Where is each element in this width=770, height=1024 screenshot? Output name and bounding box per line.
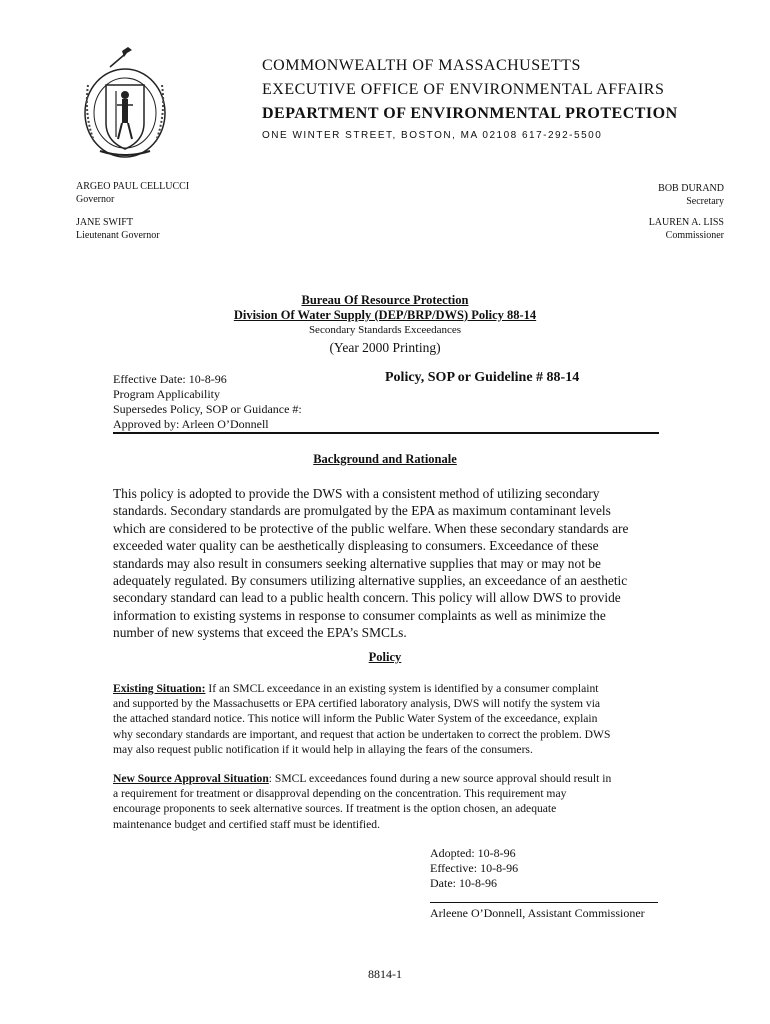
paragraph-line: maintenance budget and certified staff must be identified. [113,817,380,831]
paragraph-line: exceeded water quality can be aesthetically displeasing to consumers. Exceedance of these [113,538,599,554]
paragraph-line: secondary standard can lead to a public health concern. This policy will allow DWS to provide [113,590,621,606]
paragraph-line: and supported by the Massachusetts or EPA certified laboratory analysis, DWS will notify the system via [113,697,601,711]
page-number: 8814-1 [368,967,402,981]
signature-line [430,902,658,903]
paragraph-line: the attached standard notice. This notice will inform the Public Water System of the exceedance, explain [113,712,598,726]
official-name: JANE SWIFT [76,217,133,228]
new-source-label: New Source Approval Situation [113,772,269,785]
background-paragraph [113,485,661,642]
signature-block [430,846,518,892]
official-lieutenant-governor [76,216,160,242]
policy-heading: Policy [368,650,402,664]
paragraph-line [113,681,661,696]
adopted-date: Adopted: 10-8-96 [430,846,516,860]
paragraph-line: which are considered to be protective of the public welfare. When these secondary standards are [113,520,629,536]
letterhead-line1: COMMONWEALTH OF MASSACHUSETTS [262,57,581,74]
existing-situation-label: Existing Situation: [113,682,206,695]
bureau-title: Bureau Of Resource Protection [301,293,469,307]
paragraph-line: number of new systems that exceed the EPA’s SMCLs. [113,625,407,641]
program-applicability: Program Applicability [113,387,220,401]
section-divider [113,432,659,434]
existing-situation-text: If an SMCL exceedance in an existing system is identified by a consumer complaint [205,682,599,695]
paragraph-line: may also request public notification if it would help in allaying the fears of the consumers. [113,742,533,756]
paragraph-line: standards. Secondary standards are promulgated by the EPA as maximum contaminant levels [113,503,611,519]
official-title: Lieutenant Governor [76,230,160,241]
official-name: ARGEO PAUL CELLUCCI [76,181,190,192]
effective-date: Effective Date: 10-8-96 [113,372,227,386]
official-name: LAUREN A. LISS [648,217,724,228]
signer-name: Arleene O’Donnell, Assistant Commissioner [430,906,645,920]
background-heading: Background and Rationale [313,452,457,466]
massachusetts-seal [80,45,170,160]
official-commissioner [649,216,724,242]
approved-by: Approved by: Arleen O’Donnell [113,417,269,431]
subject-title: Secondary Standards Exceedances [308,324,462,336]
official-secretary [658,182,724,208]
printing-note: (Year 2000 Printing) [329,340,441,355]
paragraph-line: adequately regulated. By consumers utilizing alternative supplies, an exceedance of an aesthetic [113,573,628,589]
existing-situation-paragraph [113,681,661,757]
paragraph-line: information to existing systems in response to consumer complaints as well as minimize the [113,607,606,623]
supersedes: Supersedes Policy, SOP or Guidance #: [113,402,302,416]
new-source-text: : SMCL exceedances found during a new source approval should result in [268,772,612,785]
paragraph-line: standards may also result in consumers seeking alternative supplies that may or may not be [113,555,601,571]
paragraph-line [113,771,661,786]
letterhead-line3: DEPARTMENT OF ENVIRONMENTAL PROTECTION [262,105,678,122]
policy-number: Policy, SOP or Guideline # 88-14 [385,370,580,385]
official-title: Governor [76,194,115,205]
new-source-paragraph [113,771,661,832]
paragraph-line: encourage proponents to seek alternative sources. If treatment is the option chosen, an adequate [113,802,557,816]
official-title: Commissioner [665,230,724,241]
policy-meta [113,372,302,432]
division-title: Division Of Water Supply (DEP/BRP/DWS) Policy 88-14 [233,308,537,322]
paragraph-line: a requirement for treatment or disapproval depending on the concentration. This requirement may [113,787,567,801]
official-name: BOB DURAND [658,183,724,194]
paragraph-line: why secondary standards are important, and request that action be undertaken to correct the problem. DWS [113,727,611,741]
signature-effective-date: Effective: 10-8-96 [430,861,519,876]
signature-date: Date: 10-8-96 [430,876,497,891]
paragraph-line: This policy is adopted to provide the DWS with a consistent method of utilizing secondary [113,486,600,501]
letterhead-address: ONE WINTER STREET, BOSTON, MA 02108 617-292-5500 [262,130,603,141]
letterhead-line2: EXECUTIVE OFFICE OF ENVIRONMENTAL AFFAIRS [262,81,665,98]
official-title: Secretary [686,196,724,207]
official-governor [76,180,189,206]
